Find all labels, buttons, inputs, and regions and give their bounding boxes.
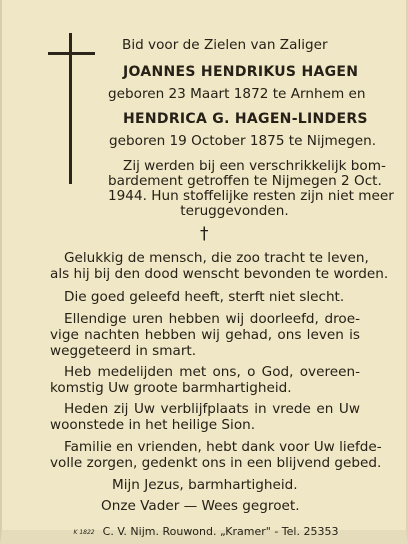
verse-line: als hij bij den dood wenscht bevonden te worden. bbox=[50, 266, 389, 282]
printer-text: C. V. Nijm. Rouwond. „Kramer" - Tel. 25353 bbox=[102, 525, 339, 538]
verse-line: woonstede in het heilige Sion. bbox=[50, 417, 256, 433]
cross-icon-bar bbox=[48, 52, 95, 55]
story-line: bardement getroffen te Nijmegen 2 Oct. bbox=[108, 173, 382, 189]
deceased-name-1: JOANNES HENDRIKUS HAGEN bbox=[123, 64, 359, 80]
story-line: 1944. Hun stoffelijke resten zijn niet meer bbox=[108, 188, 394, 204]
verse-line: Heb medelijden met ons, o God, overeen- bbox=[64, 364, 360, 380]
verse-line: Familie en vrienden, hebt dank voor Uw liefde- bbox=[64, 439, 382, 455]
story-line: teruggevonden. bbox=[180, 203, 289, 219]
story-line: Zij werden bij een verschrikkelijk bom- bbox=[123, 158, 386, 174]
cross-icon bbox=[69, 33, 72, 184]
verse-line: Heden zij Uw verblijfplaats in vrede en Uw bbox=[64, 401, 360, 417]
verse-line: Ellendige uren hebben wij doorleefd, droe- bbox=[64, 311, 360, 327]
print-code: K 1822 bbox=[73, 528, 95, 536]
deceased-name-2: HENDRICA G. HAGEN-LINDERS bbox=[123, 111, 368, 127]
verse-line: Mijn Jezus, barmhartigheid. bbox=[112, 477, 298, 493]
verse-line: komstig Uw groote barmhartigheid. bbox=[50, 380, 292, 396]
birth-line-2: geboren 19 October 1875 te Nijmegen. bbox=[109, 133, 377, 149]
verse-line: Gelukkig de mensch, die zoo tracht te leven, bbox=[64, 250, 369, 266]
verse-line: Onze Vader — Wees gegroet. bbox=[101, 498, 300, 514]
birth-line-1: geboren 23 Maart 1872 te Arnhem en bbox=[108, 86, 366, 102]
verse-line: vige nachten hebben wij gehad, ons leven is bbox=[50, 327, 360, 343]
verse-line: weggeteerd in smart. bbox=[50, 343, 197, 359]
verse-line: volle zorgen, gedenkt ons in een blijvend gebed. bbox=[50, 455, 382, 471]
verse-line: Die goed geleefd heeft, sterft niet slecht. bbox=[64, 289, 345, 305]
intro-text: Bid voor de Zielen van Zaliger bbox=[122, 37, 328, 53]
printer-footer bbox=[2, 525, 408, 539]
dagger-icon: † bbox=[200, 224, 209, 244]
